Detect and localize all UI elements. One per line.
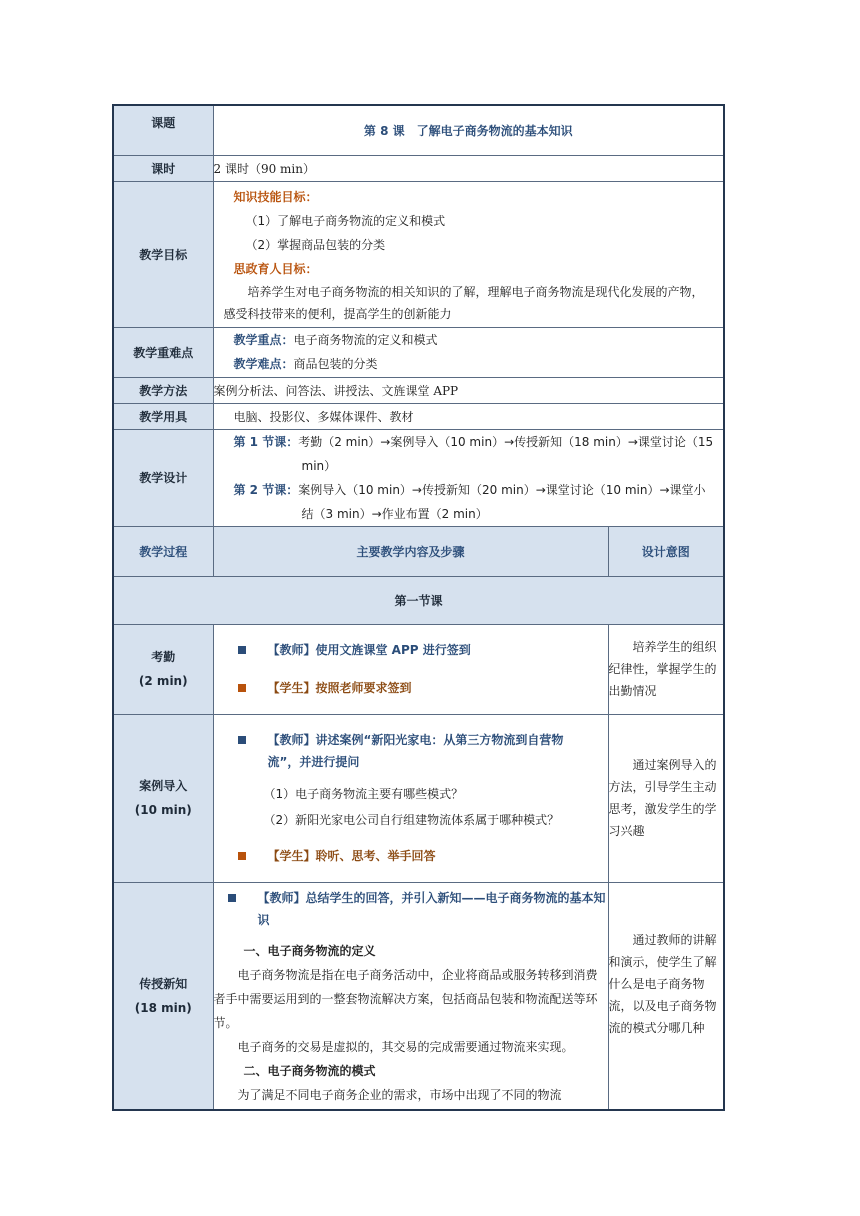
teach-intent: 通过教师的讲解和演示，使学生了解什么是电子商务物流，以及电子商务物流的模式分哪几种: [608, 882, 724, 1110]
design-item-2: [234, 478, 716, 526]
case-row: [113, 714, 724, 882]
period-label: 课时: [113, 155, 213, 181]
attendance-stage: [113, 624, 213, 714]
process-col-stage: 教学过程: [113, 526, 213, 576]
attendance-teacher: 【教师】使用文旌课堂 APP 进行签到: [267, 643, 471, 657]
attendance-content: [213, 624, 608, 714]
teach-stage-time: (18 min): [134, 1000, 192, 1015]
period-value: 2 课时（90 min）: [213, 155, 724, 181]
process-col-intent: 设计意图: [608, 526, 724, 576]
case-question-1: （1）电子商务物流主要有哪些模式？: [263, 787, 464, 801]
teach-row: [113, 882, 724, 1110]
process-header-row: [113, 526, 724, 576]
design-row: [113, 429, 724, 526]
teach-content: [213, 882, 608, 1110]
bullet-square-icon: [238, 646, 246, 654]
tools-value: 电脑、投影仪、多媒体课件、教材: [213, 403, 724, 429]
key-content: [213, 327, 724, 377]
tools-label: 教学用具: [113, 403, 213, 429]
topic-row: [113, 105, 724, 155]
design-text-1: 考勤（2 min）→案例导入（10 min）→传授新知（18 min）→课堂讨论（15 min）: [298, 434, 714, 473]
case-stage-time: (10 min): [134, 803, 192, 817]
method-row: [113, 377, 724, 403]
key-point-prefix: 教学重点：: [233, 333, 294, 347]
design-item-1: [234, 430, 716, 478]
topic-title: 第 8 课 了解电子商务物流的基本知识: [213, 105, 724, 155]
teach-paragraph-2: 电子商务的交易是虚拟的，其交易的完成需要通过物流来实现。: [237, 1039, 574, 1054]
teach-teacher: 【教师】总结学生的回答，并引入新知——电子商务物流的基本知识: [257, 890, 606, 927]
process-col-content: 主要教学内容及步骤: [213, 526, 608, 576]
ideology-heading: 思政育人目标：: [233, 262, 318, 276]
attendance-intent: 培养学生的组织纪律性，掌握学生的出勤情况: [608, 624, 724, 714]
case-question-2: （2）新阳光家电公司自行组建物流体系属于哪种模式？: [263, 813, 560, 827]
key-point: 电子商务物流的定义和模式: [293, 333, 438, 347]
case-stage-name: 案例导入: [139, 779, 188, 793]
design-label: 教学设计: [113, 429, 213, 526]
design-text-2: 案例导入（10 min）→传授新知（20 min）→课堂讨论（10 min）→课堂小结（3 min）→作业布置（2 min）: [298, 482, 706, 521]
case-teacher: 【教师】讲述案例“新阳光家电：从第三方物流到自营物流”，并进行提问: [267, 733, 564, 769]
skill-item-2: （2）掌握商品包装的分类: [245, 238, 386, 252]
attendance-student: 【学生】按照老师要求签到: [267, 681, 412, 695]
section-row: [113, 576, 724, 624]
section-title: 第一节课: [113, 576, 724, 624]
teach-paragraph-1: 电子商务物流是指在电子商务活动中，企业将商品或服务转移到消费者手中需要运用到的一整套物流解决方案，包括商品包装和物流配送等环节。: [213, 967, 598, 1030]
bullet-square-icon: [238, 736, 246, 744]
ideology-text: 培养学生对电子商务物流的相关知识的了解，理解电子商务物流是现代化发展的产物，感受科技带来的便利，提高学生的创新能力: [223, 285, 704, 321]
method-label: 教学方法: [113, 377, 213, 403]
method-value: 案例分析法、问答法、讲授法、文旌课堂 APP: [213, 377, 724, 403]
case-content: [213, 714, 608, 882]
attendance-row: [113, 624, 724, 714]
objectives-content: [213, 181, 724, 327]
bullet-square-icon: [238, 684, 246, 692]
objectives-label: 教学目标: [113, 181, 213, 327]
attendance-stage-time: (2 min): [138, 674, 188, 688]
lesson-plan-table: [112, 104, 725, 1111]
period-row: [113, 155, 724, 181]
objectives-row: [113, 181, 724, 327]
bullet-square-icon: [228, 894, 236, 902]
tools-row: [113, 403, 724, 429]
teach-subheading-2: 二、电子商务物流的模式: [243, 1063, 376, 1078]
design-content: [213, 429, 724, 526]
design-prefix-2: 第 2 节课：: [233, 482, 299, 497]
skill-heading: 知识技能目标：: [233, 190, 318, 204]
lesson-plan: [112, 104, 723, 1111]
case-intent: 通过案例导入的方法，引导学生主动思考，激发学生的学习兴趣: [608, 714, 724, 882]
teach-paragraph-3: 为了满足不同电子商务企业的需求，市场中出现了不同的物流: [237, 1087, 562, 1102]
difficult-prefix: 教学难点：: [233, 357, 294, 371]
key-label: 教学重难点: [113, 327, 213, 377]
skill-item-1: （1）了解电子商务物流的定义和模式: [245, 214, 446, 228]
case-student: 【学生】聆听、思考、举手回答: [267, 849, 436, 863]
difficult-point: 商品包装的分类: [293, 357, 378, 371]
teach-stage-name: 传授新知: [139, 976, 188, 991]
case-stage: [113, 714, 213, 882]
design-prefix-1: 第 1 节课：: [233, 434, 299, 449]
teach-stage: [113, 882, 213, 1110]
key-row: [113, 327, 724, 377]
bullet-square-icon: [238, 852, 246, 860]
topic-label: 课题: [113, 105, 213, 155]
attendance-stage-name: 考勤: [151, 650, 176, 664]
teach-subheading-1: 一、电子商务物流的定义: [243, 943, 376, 958]
